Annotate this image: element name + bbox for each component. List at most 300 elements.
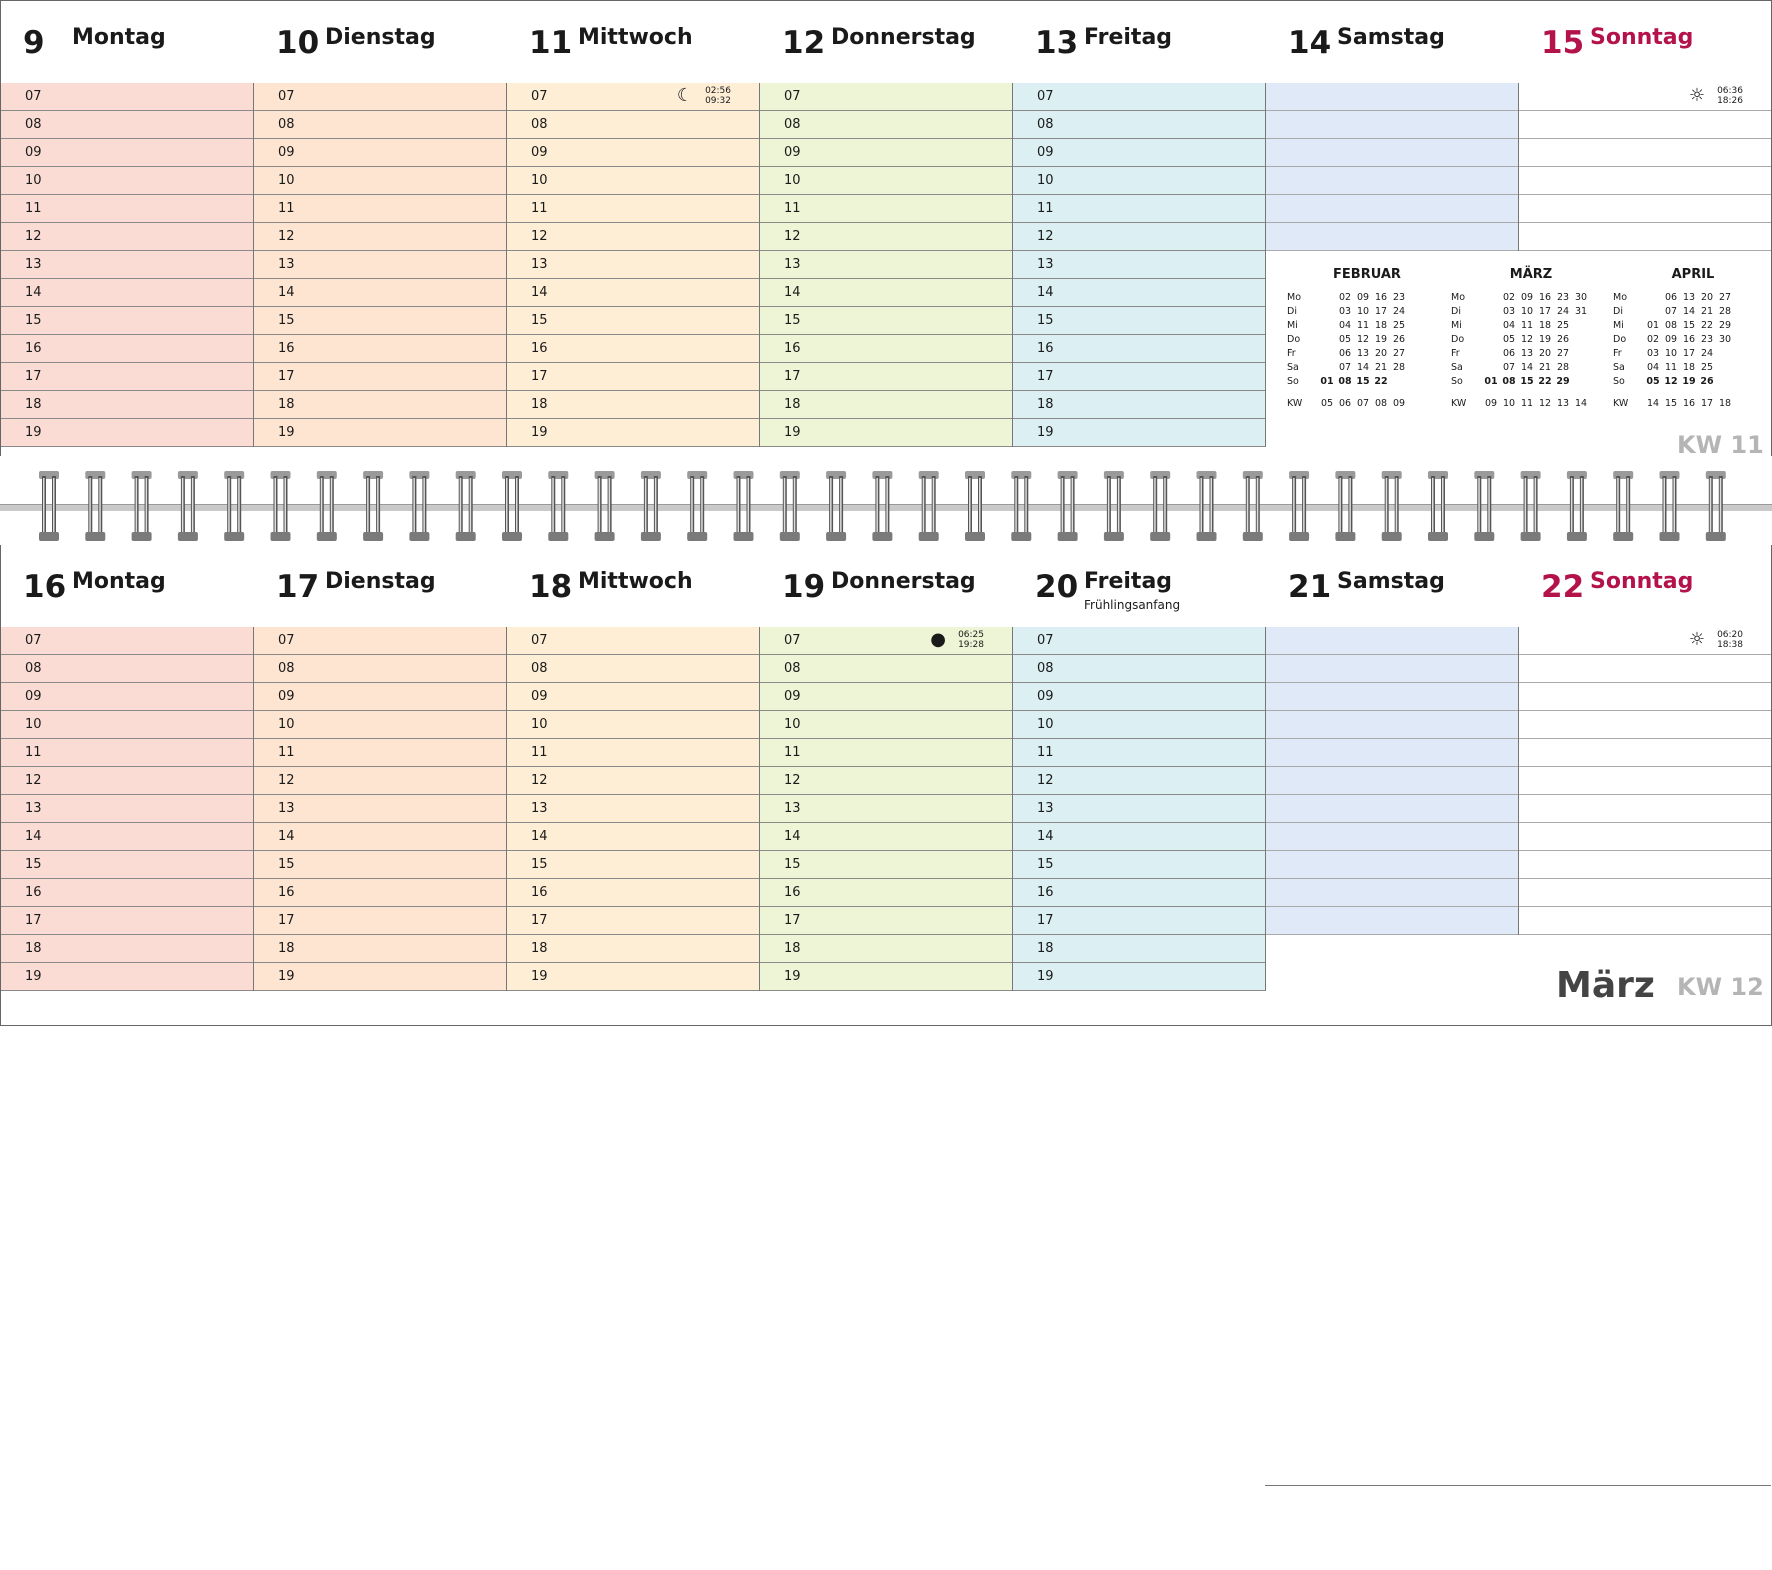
time-slot[interactable] [1, 279, 253, 307]
time-slot[interactable] [1013, 335, 1265, 363]
time-slot[interactable] [1013, 363, 1265, 391]
hour-label: 16 [531, 885, 548, 900]
time-slot[interactable] [1, 655, 253, 683]
day-column-sun [1519, 627, 1771, 935]
time-slot[interactable] [507, 907, 759, 935]
time-slot[interactable] [1013, 851, 1265, 879]
time-slot[interactable] [1, 391, 253, 419]
time-slot[interactable] [1, 907, 253, 935]
time-slot[interactable] [1266, 83, 1518, 111]
ring-highlight [192, 478, 194, 534]
hour-label: 07 [784, 633, 801, 648]
hour-label: 18 [1037, 941, 1054, 956]
ring-bottom [317, 532, 337, 541]
time-slot[interactable] [507, 83, 759, 111]
time-slot[interactable] [1013, 167, 1265, 195]
hour-label: 18 [1037, 397, 1054, 412]
time-slot[interactable] [254, 307, 506, 335]
time-slot[interactable] [760, 823, 1012, 851]
hour-label: 10 [784, 717, 801, 732]
hour-label: 09 [531, 689, 548, 704]
time-slot[interactable] [760, 739, 1012, 767]
mini-day-cell: 16 [1538, 292, 1552, 303]
time-slot[interactable] [1013, 711, 1265, 739]
ring-bottom [595, 532, 615, 541]
time-slot[interactable] [1, 83, 253, 111]
time-slot[interactable] [1, 627, 253, 655]
time-slot[interactable] [1, 795, 253, 823]
mini-day-cell: 18 [1682, 362, 1696, 373]
time-slot[interactable] [760, 391, 1012, 419]
hour-label: 12 [278, 229, 295, 244]
time-slot[interactable] [1266, 823, 1518, 851]
time-slot[interactable] [507, 167, 759, 195]
time-slot[interactable] [254, 139, 506, 167]
time-slot[interactable] [1013, 139, 1265, 167]
time-slot[interactable] [254, 167, 506, 195]
mini-day-cell: 03 [1338, 306, 1352, 317]
ring-bottom [641, 532, 661, 541]
mini-kw-cell: 12 [1538, 398, 1552, 409]
day-header-fri [1013, 1, 1266, 83]
time-slot[interactable] [507, 683, 759, 711]
hour-label: 12 [278, 773, 295, 788]
time-slot[interactable] [1013, 307, 1265, 335]
ring-highlight [1201, 478, 1203, 534]
time-slot[interactable] [507, 655, 759, 683]
time-slot[interactable] [507, 711, 759, 739]
time-slot[interactable] [1013, 963, 1265, 991]
time-slot[interactable] [1519, 223, 1771, 251]
time-slot[interactable] [760, 655, 1012, 683]
day-header-wed [507, 1, 760, 83]
ring-highlight [423, 478, 425, 534]
mini-day-cell: 31 [1574, 306, 1588, 317]
mini-day-cell: 07 [1338, 362, 1352, 373]
ring-bottom [1567, 532, 1587, 541]
time-slot[interactable] [1, 935, 253, 963]
time-slot[interactable] [1, 879, 253, 907]
time-slot[interactable] [507, 419, 759, 447]
hour-label: 14 [278, 829, 295, 844]
time-slot[interactable] [1266, 223, 1518, 251]
time-slot[interactable] [254, 935, 506, 963]
time-slot[interactable] [254, 251, 506, 279]
hour-label: 19 [1037, 969, 1054, 984]
time-slot[interactable] [507, 335, 759, 363]
time-slot[interactable] [1013, 879, 1265, 907]
time-slot[interactable] [254, 195, 506, 223]
time-slot[interactable] [1013, 223, 1265, 251]
time-slot[interactable] [1519, 795, 1771, 823]
time-slot[interactable] [254, 739, 506, 767]
mini-day-cell: 23 [1392, 292, 1406, 303]
ring-bottom [1058, 532, 1078, 541]
time-slot[interactable] [1519, 879, 1771, 907]
time-slot[interactable] [254, 711, 506, 739]
time-slot[interactable] [1519, 823, 1771, 851]
sun-times [1717, 86, 1743, 106]
time-slot[interactable] [507, 307, 759, 335]
time-slot[interactable] [1, 419, 253, 447]
time-slot[interactable] [1519, 195, 1771, 223]
ring-highlight [552, 478, 554, 534]
time-slot[interactable] [760, 363, 1012, 391]
time-slot[interactable] [760, 935, 1012, 963]
mini-kw-cell: 06 [1338, 398, 1352, 409]
hour-label: 11 [278, 745, 295, 760]
time-slot[interactable] [760, 907, 1012, 935]
time-slot[interactable] [760, 251, 1012, 279]
time-slot[interactable] [760, 795, 1012, 823]
mini-row-label: KW [1287, 398, 1303, 409]
time-slot[interactable] [254, 279, 506, 307]
day-number: 19 [782, 569, 826, 605]
time-slot[interactable] [1013, 935, 1265, 963]
day-header-sat [1266, 1, 1519, 83]
hour-label: 11 [278, 201, 295, 216]
ring-highlight [1488, 478, 1490, 534]
time-slot[interactable] [254, 83, 506, 111]
time-slot[interactable] [1266, 167, 1518, 195]
time-slot[interactable] [1013, 739, 1265, 767]
hour-label: 14 [25, 829, 42, 844]
ring-highlight [516, 478, 518, 534]
mini-day-cell: 13 [1356, 348, 1370, 359]
mini-day-cell: 12 [1664, 376, 1678, 387]
time-slot[interactable] [1013, 823, 1265, 851]
time-slot[interactable] [1266, 683, 1518, 711]
time-slot[interactable] [760, 879, 1012, 907]
time-slot[interactable] [1, 823, 253, 851]
mini-day-cell: 10 [1520, 306, 1534, 317]
time-slot[interactable] [1, 851, 253, 879]
mini-row-label: So [1287, 376, 1299, 387]
time-slot[interactable] [1013, 795, 1265, 823]
time-slot[interactable] [254, 627, 506, 655]
ring-bottom [1613, 532, 1633, 541]
time-slot[interactable] [1266, 655, 1518, 683]
time-slot[interactable] [254, 963, 506, 991]
time-slot[interactable] [1266, 139, 1518, 167]
day-header-thu [760, 1, 1013, 83]
ring-highlight [99, 478, 101, 534]
ring-highlight [1674, 478, 1676, 534]
time-slot[interactable] [1266, 795, 1518, 823]
day-number: 20 [1035, 569, 1079, 605]
time-slot[interactable] [254, 851, 506, 879]
mini-day-cell: 26 [1700, 376, 1714, 387]
time-slot[interactable] [1013, 279, 1265, 307]
time-slot[interactable] [1, 167, 253, 195]
hour-label: 07 [25, 89, 42, 104]
time-slot[interactable] [760, 767, 1012, 795]
time-slot[interactable] [1519, 739, 1771, 767]
ring-highlight [470, 478, 472, 534]
hour-label: 08 [278, 661, 295, 676]
time-slot[interactable] [1013, 83, 1265, 111]
time-slot[interactable] [1, 363, 253, 391]
mini-row-label: Sa [1613, 362, 1625, 373]
mini-day-cell: 28 [1556, 362, 1570, 373]
time-slot[interactable] [254, 795, 506, 823]
holiday-label: Frühlingsanfang [1084, 598, 1181, 612]
time-slot[interactable] [1519, 139, 1771, 167]
time-slot[interactable] [507, 363, 759, 391]
time-slot[interactable] [507, 767, 759, 795]
time-slot[interactable] [1, 195, 253, 223]
time-slot[interactable] [1266, 907, 1518, 935]
mini-kw-cell: 10 [1502, 398, 1516, 409]
ring-highlight [1664, 478, 1666, 534]
time-slot[interactable] [1519, 627, 1771, 655]
time-slot[interactable] [1, 335, 253, 363]
mini-day-cell: 27 [1556, 348, 1570, 359]
ring-bottom [1382, 532, 1402, 541]
time-slot[interactable] [760, 223, 1012, 251]
time-slot[interactable] [1, 767, 253, 795]
time-slot[interactable] [1013, 767, 1265, 795]
mini-day-cell: 18 [1538, 320, 1552, 331]
hour-label: 19 [278, 969, 295, 984]
time-slot[interactable] [1, 251, 253, 279]
hour-label: 13 [784, 801, 801, 816]
time-slot[interactable] [254, 879, 506, 907]
week-page-kw12 [0, 545, 1772, 1026]
hour-label: 17 [278, 913, 295, 928]
time-slot[interactable] [1519, 767, 1771, 795]
ring-highlight [1303, 478, 1305, 534]
time-slot[interactable] [1266, 879, 1518, 907]
sun-icon: ☼ [1688, 85, 1705, 106]
time-slot[interactable] [760, 195, 1012, 223]
ring-highlight [794, 478, 796, 534]
hour-label: 09 [784, 689, 801, 704]
mini-row-label: So [1451, 376, 1463, 387]
mini-day-cell: 25 [1392, 320, 1406, 331]
time-slot[interactable] [760, 167, 1012, 195]
day-name: Donnerstag [831, 569, 976, 594]
hour-label: 07 [1037, 633, 1054, 648]
time-slot[interactable] [1519, 907, 1771, 935]
time-slot[interactable] [254, 823, 506, 851]
time-slot[interactable] [507, 223, 759, 251]
ring-bottom [271, 532, 291, 541]
time-slot[interactable] [507, 195, 759, 223]
time-slot[interactable] [507, 795, 759, 823]
hour-label: 14 [784, 285, 801, 300]
hour-label: 19 [25, 969, 42, 984]
time-slot[interactable] [1, 111, 253, 139]
time-slot[interactable] [760, 139, 1012, 167]
mini-calendar [1265, 256, 1771, 456]
time-slot[interactable] [1, 223, 253, 251]
hour-label: 19 [25, 425, 42, 440]
time-slot[interactable] [254, 683, 506, 711]
ring-highlight [1535, 478, 1537, 534]
time-slot[interactable] [1519, 683, 1771, 711]
time-slot[interactable] [1519, 83, 1771, 111]
time-slot[interactable] [507, 963, 759, 991]
mini-day-cell: 22 [1374, 376, 1388, 387]
time-slot[interactable] [1013, 655, 1265, 683]
hour-label: 16 [784, 341, 801, 356]
time-slot[interactable] [254, 907, 506, 935]
mini-day-cell: 14 [1520, 362, 1534, 373]
time-slot[interactable] [1266, 111, 1518, 139]
time-slot[interactable] [507, 823, 759, 851]
hour-label: 07 [278, 633, 295, 648]
time-slot[interactable] [1, 963, 253, 991]
time-slot[interactable] [1266, 627, 1518, 655]
time-slot[interactable] [1013, 419, 1265, 447]
ring-highlight [367, 478, 369, 534]
day-header-fri [1013, 545, 1266, 627]
time-slot[interactable] [1013, 251, 1265, 279]
ring-highlight [89, 478, 91, 534]
mini-day-cell: 12 [1356, 334, 1370, 345]
ring-highlight [228, 478, 230, 534]
ring-highlight [645, 478, 647, 534]
hour-label: 09 [1037, 145, 1054, 160]
time-slot[interactable] [254, 223, 506, 251]
time-slot[interactable] [760, 307, 1012, 335]
time-slot[interactable] [1013, 683, 1265, 711]
mini-row-label: Do [1287, 334, 1301, 345]
time-slot[interactable] [1266, 851, 1518, 879]
time-slot[interactable] [1519, 167, 1771, 195]
time-slot[interactable] [1, 683, 253, 711]
hour-label: 09 [784, 145, 801, 160]
time-slot[interactable] [1013, 195, 1265, 223]
time-slot[interactable] [1519, 655, 1771, 683]
hour-label: 10 [531, 173, 548, 188]
time-slot[interactable] [1, 139, 253, 167]
hour-label: 15 [278, 313, 295, 328]
ring-highlight [923, 478, 925, 534]
day-column-wed [507, 627, 760, 991]
time-slot[interactable] [760, 711, 1012, 739]
time-slot[interactable] [1, 307, 253, 335]
time-slot[interactable] [507, 279, 759, 307]
mini-day-cell: 02 [1338, 292, 1352, 303]
ring-highlight [1617, 478, 1619, 534]
hour-label: 13 [278, 801, 295, 816]
hour-label: 15 [784, 857, 801, 872]
time-slot[interactable] [760, 111, 1012, 139]
time-slot[interactable] [507, 879, 759, 907]
time-slot[interactable] [760, 851, 1012, 879]
mini-day-cell: 28 [1718, 306, 1732, 317]
time-slot[interactable] [254, 363, 506, 391]
day-header-thu [760, 545, 1013, 627]
time-slot[interactable] [507, 627, 759, 655]
time-slot[interactable] [1013, 391, 1265, 419]
mini-day-cell: 10 [1356, 306, 1370, 317]
ring-bottom [39, 532, 59, 541]
time-slot[interactable] [1013, 111, 1265, 139]
time-slot[interactable] [1, 739, 253, 767]
time-slot[interactable] [1266, 767, 1518, 795]
time-slot[interactable] [760, 419, 1012, 447]
hour-label: 07 [531, 633, 548, 648]
ring-highlight [969, 478, 971, 534]
hour-label: 10 [25, 717, 42, 732]
mini-day-cell: 03 [1502, 306, 1516, 317]
kw-label: KW 11 [1677, 431, 1764, 459]
time-slot[interactable] [507, 251, 759, 279]
time-slot[interactable] [507, 935, 759, 963]
ring-highlight [1025, 478, 1027, 534]
time-slot[interactable] [1, 711, 253, 739]
mini-row-label: Sa [1451, 362, 1463, 373]
time-slot[interactable] [760, 963, 1012, 991]
time-slot[interactable] [1266, 711, 1518, 739]
time-slot[interactable] [254, 111, 506, 139]
hour-label: 18 [531, 397, 548, 412]
day-name: Sonntag [1590, 569, 1694, 594]
time-slot[interactable] [254, 391, 506, 419]
day-column-mon [1, 627, 254, 991]
mini-day-cell: 04 [1338, 320, 1352, 331]
mini-day-cell: 08 [1502, 376, 1516, 387]
time-slot[interactable] [507, 139, 759, 167]
time-slot[interactable] [507, 851, 759, 879]
time-slot[interactable] [254, 767, 506, 795]
time-slot[interactable] [1266, 195, 1518, 223]
ring-highlight [1339, 478, 1341, 534]
time-slot[interactable] [507, 391, 759, 419]
mini-kw-cell: 08 [1374, 398, 1388, 409]
mini-day-cell: 17 [1538, 306, 1552, 317]
time-slot[interactable] [760, 335, 1012, 363]
time-slot[interactable] [254, 419, 506, 447]
mini-day-cell: 25 [1556, 320, 1570, 331]
sun-times [1717, 630, 1743, 650]
time-slot[interactable] [1519, 711, 1771, 739]
day-name: Dienstag [325, 25, 436, 50]
time-slot[interactable] [1519, 851, 1771, 879]
mini-day-cell: 05 [1502, 334, 1516, 345]
ring-highlight [1118, 478, 1120, 534]
mini-day-cell: 06 [1502, 348, 1516, 359]
time-slot[interactable] [1013, 627, 1265, 655]
day-name: Freitag [1084, 569, 1173, 594]
day-number: 14 [1288, 25, 1332, 61]
hour-label: 08 [531, 661, 548, 676]
time-slot[interactable] [760, 627, 1012, 655]
time-slot[interactable] [760, 683, 1012, 711]
time-slot[interactable] [507, 111, 759, 139]
hour-label: 16 [531, 341, 548, 356]
mini-day-cell: 27 [1718, 292, 1732, 303]
hour-label: 08 [278, 117, 295, 132]
time-slot[interactable] [254, 655, 506, 683]
time-slot[interactable] [760, 83, 1012, 111]
time-slot[interactable] [1013, 907, 1265, 935]
time-slot[interactable] [254, 335, 506, 363]
time-slot[interactable] [507, 739, 759, 767]
day-column-tue [254, 627, 507, 991]
moon-rise: 02:56 [705, 86, 731, 96]
ring-bottom [456, 532, 476, 541]
time-slot[interactable] [760, 279, 1012, 307]
ring-bottom [1104, 532, 1124, 541]
hour-label: 17 [531, 913, 548, 928]
time-slot[interactable] [1266, 739, 1518, 767]
mini-day-cell: 11 [1356, 320, 1370, 331]
time-slot[interactable] [1519, 111, 1771, 139]
